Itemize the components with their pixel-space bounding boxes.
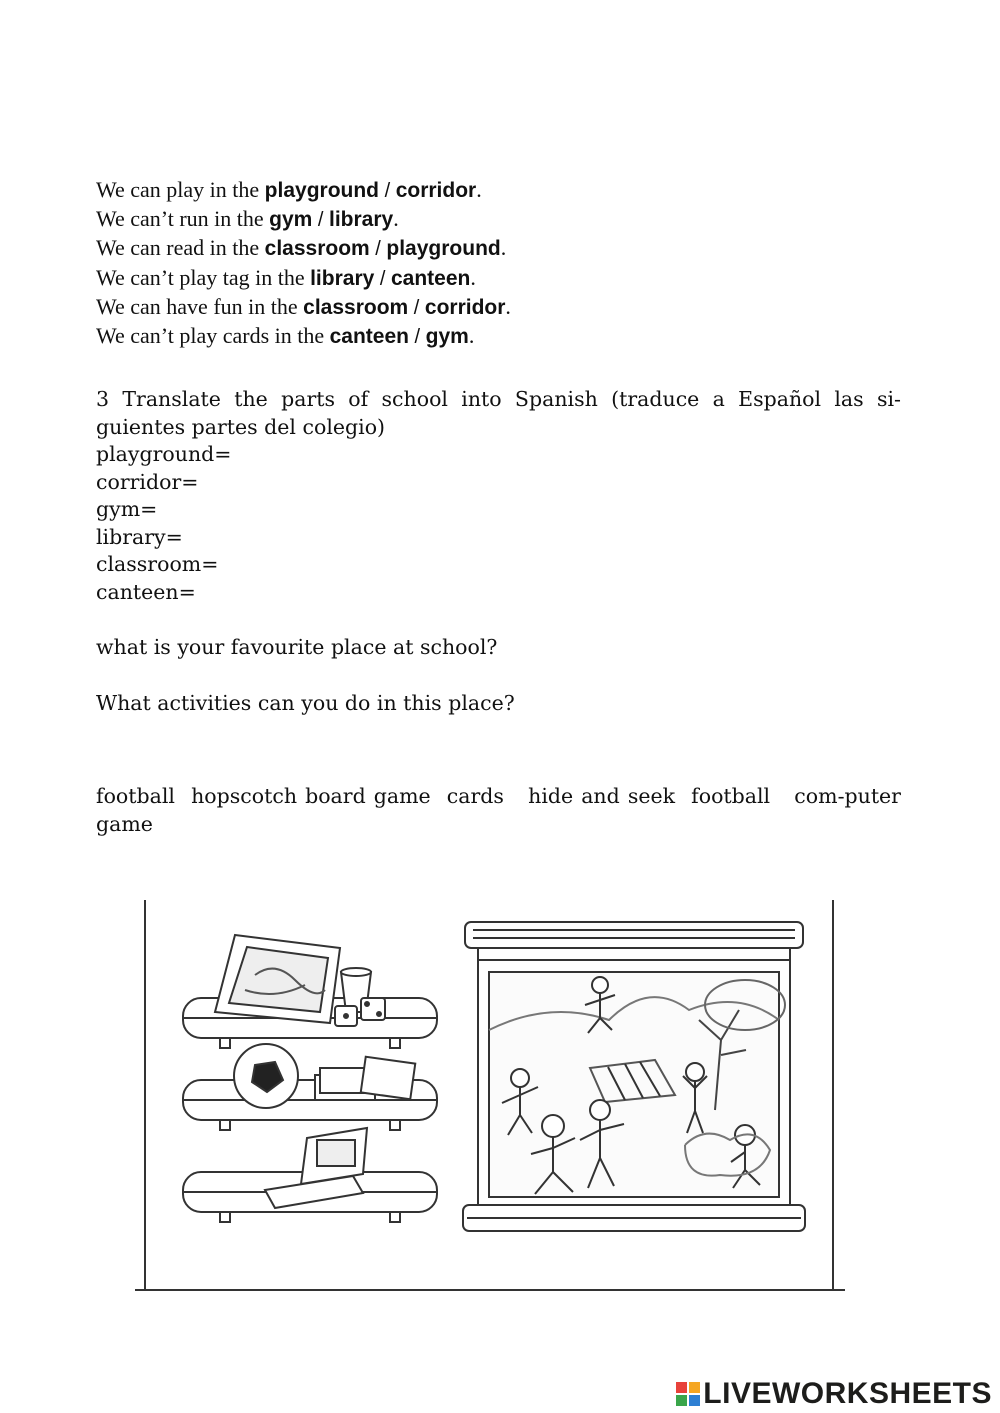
option-b[interactable]: corridor bbox=[424, 295, 506, 319]
top-shelf bbox=[183, 935, 437, 1048]
bottom-shelf bbox=[183, 1128, 437, 1222]
option-a[interactable]: playground bbox=[264, 179, 380, 202]
option-a[interactable]: library bbox=[310, 266, 375, 290]
choice-sentences bbox=[96, 176, 511, 351]
window bbox=[463, 922, 805, 1231]
middle-shelf bbox=[183, 1044, 437, 1130]
cards-icon bbox=[315, 1057, 415, 1100]
choice-row: We can play in the playground / corridor. bbox=[96, 177, 482, 202]
choice-row: We can’t play tag in the library / canteen. bbox=[96, 264, 476, 290]
translate-item[interactable]: gym= bbox=[96, 497, 158, 521]
board-game-icon bbox=[215, 935, 340, 1023]
word-bank: football hopscotch board game cards hide and seek football com-puter game bbox=[96, 784, 908, 836]
translate-instruction: 3 Translate the parts of school into Spanish (traduce a Español las si-guientes partes del colegio) bbox=[96, 387, 901, 439]
illustration-shelves-and-window bbox=[95, 890, 885, 1300]
choice-row: We can have fun in the classroom / corridor. bbox=[96, 293, 511, 319]
football-icon bbox=[234, 1044, 298, 1108]
question-activities: What activities can you do in this place? bbox=[96, 691, 515, 715]
choice-row: We can’t play cards in the canteen / gym. bbox=[96, 323, 475, 349]
question-favourite-place: what is your favourite place at school? bbox=[96, 635, 498, 659]
translate-item[interactable]: canteen= bbox=[96, 579, 196, 604]
translate-item[interactable]: corridor= bbox=[96, 469, 199, 494]
option-a[interactable]: gym bbox=[269, 208, 313, 232]
logo-grid-icon bbox=[676, 1382, 700, 1406]
logo-text: LIVEWORKSHEETS bbox=[703, 1377, 992, 1410]
option-a[interactable]: classroom bbox=[264, 237, 370, 261]
option-b[interactable]: library bbox=[329, 208, 394, 232]
choice-row: We can’t run in the gym / library. bbox=[96, 206, 399, 232]
translate-list bbox=[96, 441, 231, 606]
liveworksheets-logo bbox=[676, 1376, 992, 1412]
option-b[interactable]: gym bbox=[425, 325, 469, 349]
translate-item[interactable]: playground= bbox=[96, 442, 232, 466]
option-a[interactable]: canteen bbox=[329, 325, 409, 349]
option-a[interactable]: classroom bbox=[303, 295, 409, 319]
choice-row: We can read in the classroom / playground. bbox=[96, 235, 507, 261]
option-b[interactable]: playground bbox=[386, 237, 501, 261]
option-b[interactable]: corridor bbox=[395, 179, 477, 202]
option-b[interactable]: canteen bbox=[390, 266, 471, 290]
translate-item[interactable]: library= bbox=[96, 524, 183, 549]
translate-item[interactable]: classroom= bbox=[96, 552, 219, 576]
